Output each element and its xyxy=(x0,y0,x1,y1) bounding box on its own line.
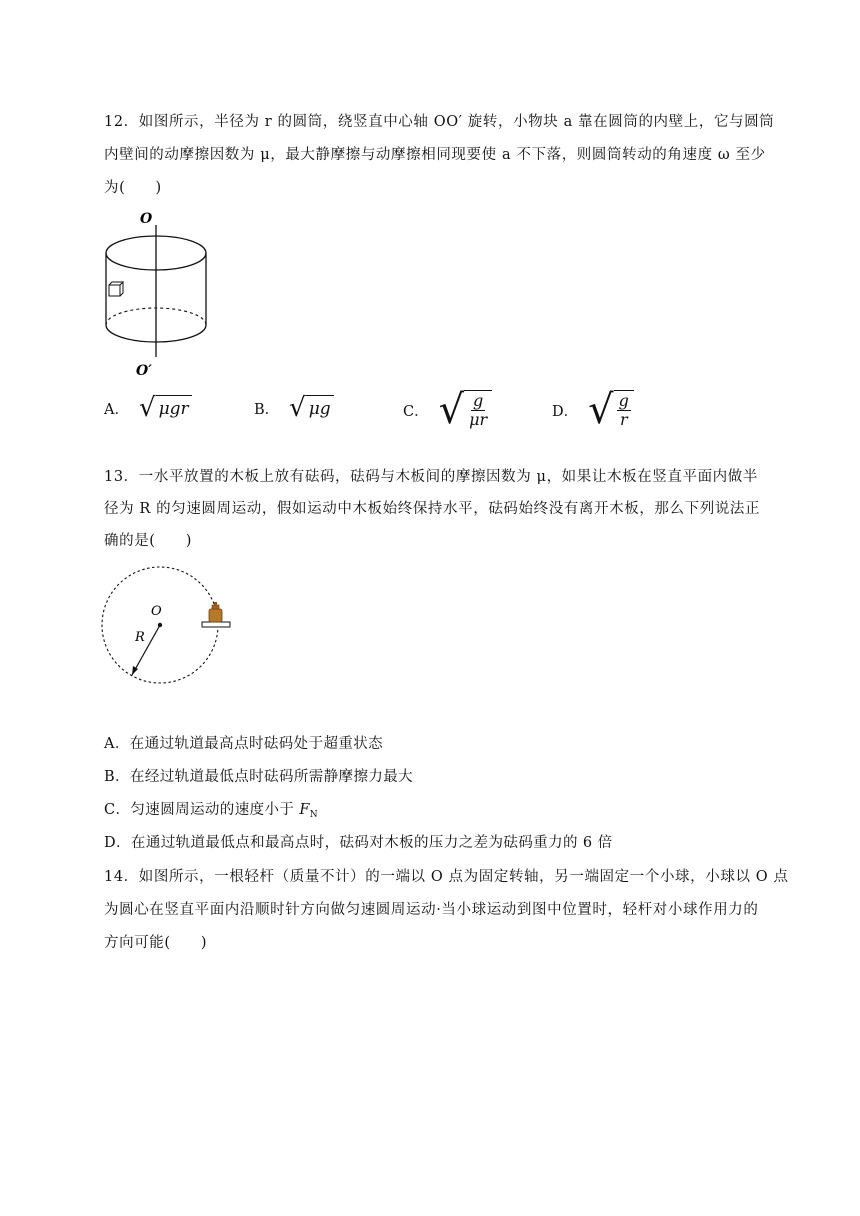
option-c-text: C．匀速圆周运动的速度小于 xyxy=(104,802,300,818)
q12-option-b[interactable] xyxy=(254,395,334,421)
board-with-weight-icon xyxy=(202,602,230,627)
option-d-label: D． xyxy=(552,403,579,420)
sqrt-g-over-r: √ $\frac{g}{r}$ xyxy=(588,390,634,430)
q13-option-d[interactable]: D．在通过轨道最低点和最高点时，砝码对木板的压力之差为砝码重力的 6 倍 xyxy=(104,835,613,851)
q12-text-line-2: 内壁间的动摩擦因数为 μ，最大静摩擦与动摩擦相同现要使 a 不下落，则圆筒转动的角速度 ω 至少 xyxy=(104,147,766,163)
sqrt-mu-g-r: √ μgr xyxy=(139,395,192,421)
radius-label: R xyxy=(135,630,145,645)
q14-text-line-1: 14．如图所示，一根轻杆（质量不计）的一端以 O 点为固定转轴，另一端固定一个小球，小球以 O 点 xyxy=(104,869,789,885)
q12-text-line-1: 12．如图所示，半径为 r 的圆筒，绕竖直中心轴 OO′ 旋转，小物块 a 靠在圆筒的内壁上，它与圆筒 xyxy=(104,114,775,130)
q13-text-line-1: 13．一水平放置的木板上放有砝码，砝码与木板间的摩擦因数为 μ，如果让木板在竖直平面内做半 xyxy=(104,469,758,485)
q14-text-line-3: 方向可能( ) xyxy=(104,935,208,951)
q13-option-c[interactable] xyxy=(104,798,318,820)
axis-bottom-label: O′ xyxy=(136,363,152,379)
q13-circle-figure xyxy=(98,565,238,690)
q13-text-line-3: 确的是( ) xyxy=(104,533,193,549)
q13-option-b[interactable]: B．在经过轨道最低点时砝码所需静摩擦力最大 xyxy=(104,769,414,785)
q13-text-line-2: 径为 R 的匀速圆周运动，假如运动中木板始终保持水平，砝码始终没有离开木板，那么下列说法正 xyxy=(104,501,761,517)
q12-text-line-3: 为( ) xyxy=(104,180,162,196)
q12-option-c[interactable] xyxy=(403,387,492,433)
q12-option-d[interactable] xyxy=(552,387,634,433)
axis-top-label: O xyxy=(140,211,153,227)
q13-option-a[interactable]: A．在通过轨道最高点时砝码处于超重状态 xyxy=(104,736,384,752)
sqrt-mu-g: √ μg xyxy=(289,395,334,421)
force-subscript: N xyxy=(309,810,319,820)
q12-cylinder-figure xyxy=(100,205,230,380)
small-block-icon xyxy=(109,282,123,296)
option-a-label: A． xyxy=(104,401,129,418)
q12-option-a[interactable] xyxy=(104,395,192,421)
force-symbol: F xyxy=(299,802,310,818)
option-b-label: B． xyxy=(254,401,280,418)
center-label: O xyxy=(151,604,162,619)
option-c-label: C． xyxy=(403,403,429,420)
q14-text-line-2: 为圆心在竖直平面内沿顺时针方向做匀速圆周运动·当小球运动到图中位置时，轻杆对小球作用力的 xyxy=(104,902,759,918)
sqrt-g-over-mu-r: √ $\frac{g}{\mu r}$ xyxy=(439,390,493,430)
